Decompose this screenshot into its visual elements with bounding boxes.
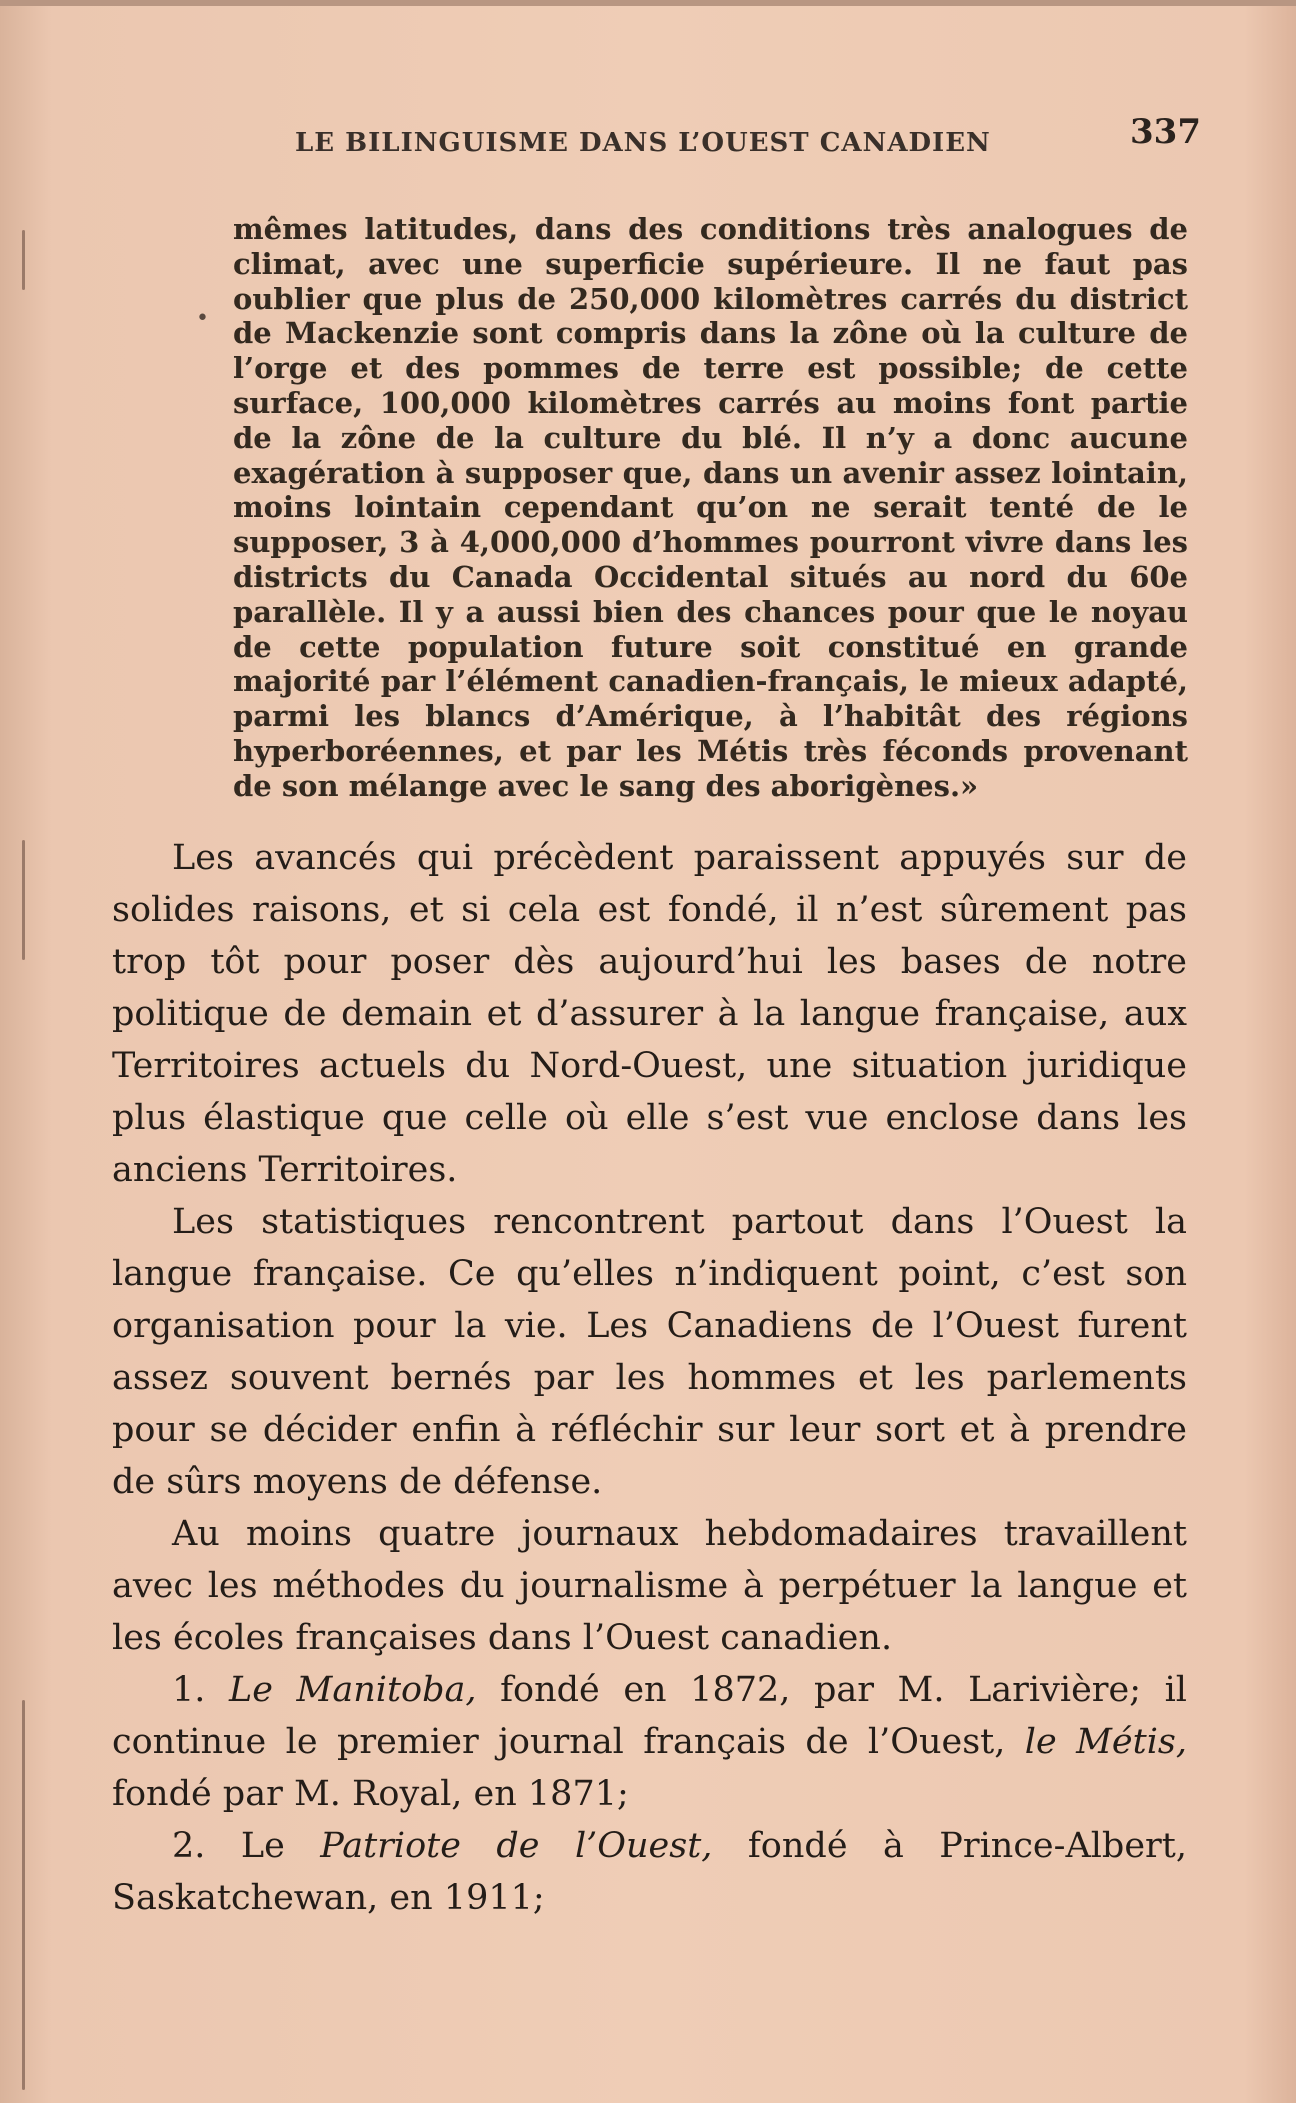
list-text: fondé par M. Royal, en 1871; <box>112 1774 629 1814</box>
binding-mark <box>22 840 25 960</box>
block-quote: mêmes latitudes, dans des conditions très analogues de climat, avec une superficie supérieure. Il ne faut pas oublier que plus de 250,000 kilomètres carrés du district de Mackenzie sont compris dans la zône où la culture de l’orge et des pommes de terre est possible; de cette surface, 100,000 kilomètres carrés au moins font partie de la zône de la culture du blé. Il n’y a donc aucune exagération à supposer que, dans un avenir assez lointain, moins lointain cependant qu’on ne serait tenté de le supposer, 3 à 4,000,000 d’hommes pourront vivre dans les districts du Canada Occidental situés au nord du 60e parallèle. Il y a aussi bien des chances pour que le noyau de cette population future soit constitué en grande majorité par l’élément canadien-français, le mieux adapté, parmi les blancs d’Amérique, à l’habitât des régions hyperboréennes, et par les Métis très féconds provenant de son mélange avec le sang des aborigènes.» <box>233 212 1188 803</box>
list-number: 2. <box>172 1826 206 1866</box>
list-number: 1. <box>172 1670 206 1710</box>
body-text <box>112 832 1187 1924</box>
page-number: 337 <box>1130 112 1201 152</box>
paragraph: Les avancés qui précèdent paraissent appuyés sur de solides raisons, et si cela est fondé, il n’est sûrement pas trop tôt pour poser dès aujourd’hui les bases de notre politique de demain et d’assurer à la langue française, aux Territoires actuels du Nord-Ouest, une situation juridique plus élastique que celle où elle s’est vue enclose dans les anciens Territoires. <box>112 838 1187 1190</box>
list-text: fondé à Prince-Albert, Saskatchewan, en 1911; <box>112 1826 1187 1918</box>
newspaper-title: Patriote de l’Ouest, <box>320 1826 713 1866</box>
list-text: Le <box>205 1826 321 1866</box>
list-item <box>112 1820 1187 1924</box>
newspaper-title: le Métis, <box>1024 1722 1187 1762</box>
page-top-edge <box>0 0 1296 6</box>
binding-mark <box>22 230 25 290</box>
list-item <box>112 1664 1187 1820</box>
running-title: LE BILINGUISME DANS L’OUEST CANADIEN <box>295 128 991 158</box>
list-text: fondé en 1872, par M. Larivière; il continue le premier journal français de l’Ouest, <box>112 1670 1187 1762</box>
paragraph: Au moins quatre journaux hebdomadaires travaillent avec les méthodes du journalisme à perpétuer la langue et les écoles françaises dans l’Ouest canadien. <box>112 1514 1187 1658</box>
newspaper-title: Le Manitoba, <box>228 1670 477 1710</box>
binding-mark <box>22 1700 25 2090</box>
paragraph: Les statistiques rencontrent partout dans l’Ouest la langue française. Ce qu’elles n’indiquent point, c’est son organisation pour la vie. Les Canadiens de l’Ouest furent assez souvent bernés par les hommes et les parlements pour se décider enfin à réfléchir sur leur sort et à prendre de sûrs moyens de défense. <box>112 1202 1187 1502</box>
margin-dot: • <box>196 306 209 331</box>
